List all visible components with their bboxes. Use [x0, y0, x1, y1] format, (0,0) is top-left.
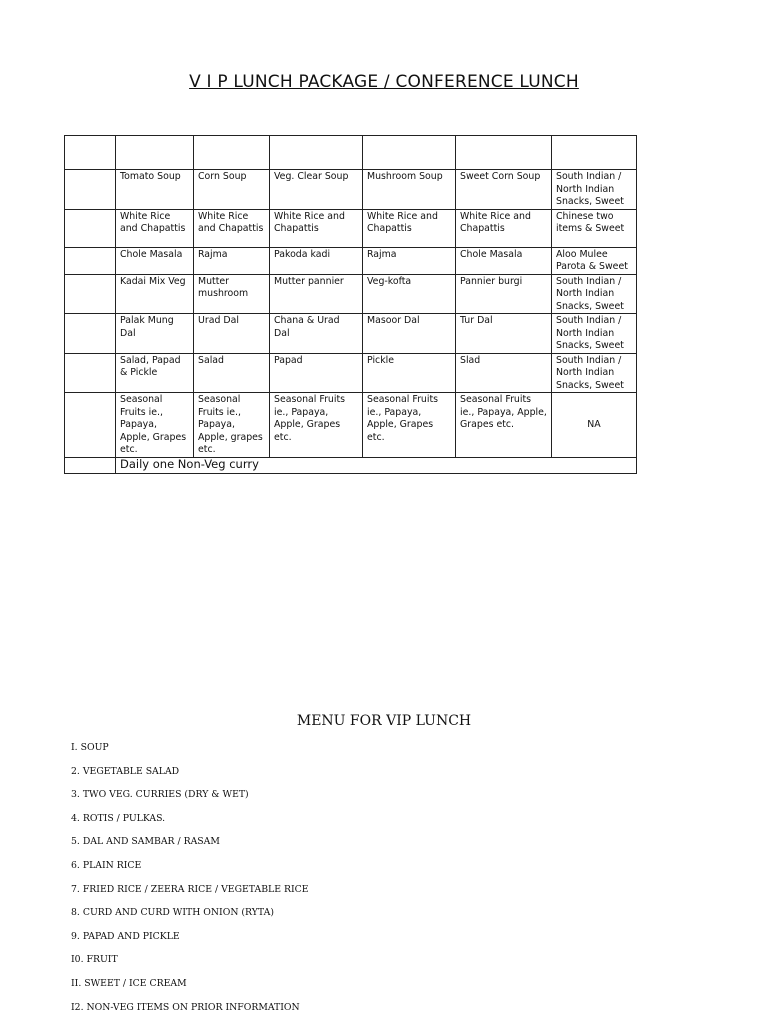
list-item: 7. FRIED RICE / ZEERA RICE / VEGETABLE RICE [71, 883, 309, 895]
table-cell: South Indian / North Indian Snacks, Sweet [552, 274, 637, 314]
table-cell: Pickle [363, 353, 456, 393]
table-row [65, 170, 637, 210]
table-cell: Masoor Dal [363, 314, 456, 354]
table-header-cell [194, 136, 270, 170]
table-header-cell [456, 136, 552, 170]
table-cell: Mutter mushroom [194, 274, 270, 314]
list-item: II. SWEET / ICE CREAM [71, 977, 187, 989]
table-cell: Pakoda kadi [270, 247, 363, 274]
list-item: 2. VEGETABLE SALAD [71, 765, 180, 777]
table-cell: South Indian / North Indian Snacks, Sweet [552, 170, 637, 210]
list-item: I. SOUP [71, 742, 109, 753]
table-cell: Mutter pannier [270, 274, 363, 314]
table-cell: Rajma [194, 247, 270, 274]
table-row [65, 274, 637, 314]
list-item: I2. NON-VEG ITEMS ON PRIOR INFORMATION [71, 1001, 300, 1013]
table-cell: Slad [456, 353, 552, 393]
table-footer-cell [65, 457, 116, 473]
table-header-cell [552, 136, 637, 170]
table-footer-row [65, 457, 637, 473]
list-item: 8. CURD AND CURD WITH ONION (RYTA) [71, 907, 274, 919]
table-header-cell [116, 136, 194, 170]
table-cell: Salad, Papad & Pickle [116, 353, 194, 393]
table-cell: Seasonal Fruits ie., Papaya, Apple, Grapes etc. [270, 393, 363, 458]
table-cell: South Indian / North Indian Snacks, Sweet [552, 353, 637, 393]
table-cell-na: NA [552, 393, 637, 458]
table-row [65, 247, 637, 274]
table-cell: Urad Dal [194, 314, 270, 354]
table-cell: White Rice and Chapattis [456, 209, 552, 247]
table-header-cell [65, 136, 116, 170]
table-cell: Sweet Corn Soup [456, 170, 552, 210]
lunch-package-table [64, 135, 637, 474]
table-row [65, 353, 637, 393]
table-cell: Chinese two items & Sweet [552, 209, 637, 247]
table-cell: Veg-kofta [363, 274, 456, 314]
table-cell: Palak Mung Dal [116, 314, 194, 354]
table-cell: Kadai Mix Veg [116, 274, 194, 314]
table-header-cell [363, 136, 456, 170]
list-item: 5. DAL AND SAMBAR / RASAM [71, 836, 220, 848]
table-cell [65, 170, 116, 210]
table-cell: Aloo Mulee Parota & Sweet [552, 247, 637, 274]
list-item: 4. ROTIS / PULKAS. [71, 812, 166, 824]
table-cell: White Rice and Chapattis [116, 209, 194, 247]
table-cell: Seasonal Fruits ie., Papaya, Apple, Grapes etc. [363, 393, 456, 458]
table-cell: South Indian / North Indian Snacks, Sweet [552, 314, 637, 354]
table-cell [65, 393, 116, 458]
table-header-row [65, 136, 637, 170]
table-cell: Corn Soup [194, 170, 270, 210]
table-cell [65, 314, 116, 354]
table-cell: Chole Masala [116, 247, 194, 274]
page-title: V I P LUNCH PACKAGE / CONFERENCE LUNCH [189, 72, 579, 92]
table-cell [65, 353, 116, 393]
table-cell: White Rice and Chapattis [270, 209, 363, 247]
table-cell: Papad [270, 353, 363, 393]
list-item: 3. TWO VEG. CURRIES (DRY & WET) [71, 789, 249, 801]
table-cell: Mushroom Soup [363, 170, 456, 210]
table-cell: Pannier burgi [456, 274, 552, 314]
table-cell [65, 209, 116, 247]
table-cell: Tomato Soup [116, 170, 194, 210]
table-cell: White Rice and Chapattis [363, 209, 456, 247]
table-cell: Seasonal Fruits ie., Papaya, Apple, Grapes etc. [456, 393, 552, 458]
table-row [65, 393, 637, 458]
table-row [65, 209, 637, 247]
table-cell: Rajma [363, 247, 456, 274]
list-item: 9. PAPAD AND PICKLE [71, 930, 180, 942]
non-veg-note: Daily one Non-Veg curry [116, 457, 637, 473]
table-header-cell [270, 136, 363, 170]
table-cell: Seasonal Fruits ie., Papaya, Apple, Grapes etc. [116, 393, 194, 458]
table-cell [65, 274, 116, 314]
list-item: 6. PLAIN RICE [71, 859, 142, 871]
list-item: I0. FRUIT [71, 954, 118, 966]
table-cell [65, 247, 116, 274]
table-cell: Seasonal Fruits ie., Papaya, Apple, grapes etc. [194, 393, 270, 458]
vip-menu-title: MENU FOR VIP LUNCH [296, 713, 472, 729]
table-cell: Chole Masala [456, 247, 552, 274]
vip-menu-list [71, 741, 309, 1024]
table-cell: White Rice and Chapattis [194, 209, 270, 247]
table-cell: Chana & Urad Dal [270, 314, 363, 354]
table-cell: Tur Dal [456, 314, 552, 354]
table-cell: Veg. Clear Soup [270, 170, 363, 210]
table-row [65, 314, 637, 354]
table-cell: Salad [194, 353, 270, 393]
